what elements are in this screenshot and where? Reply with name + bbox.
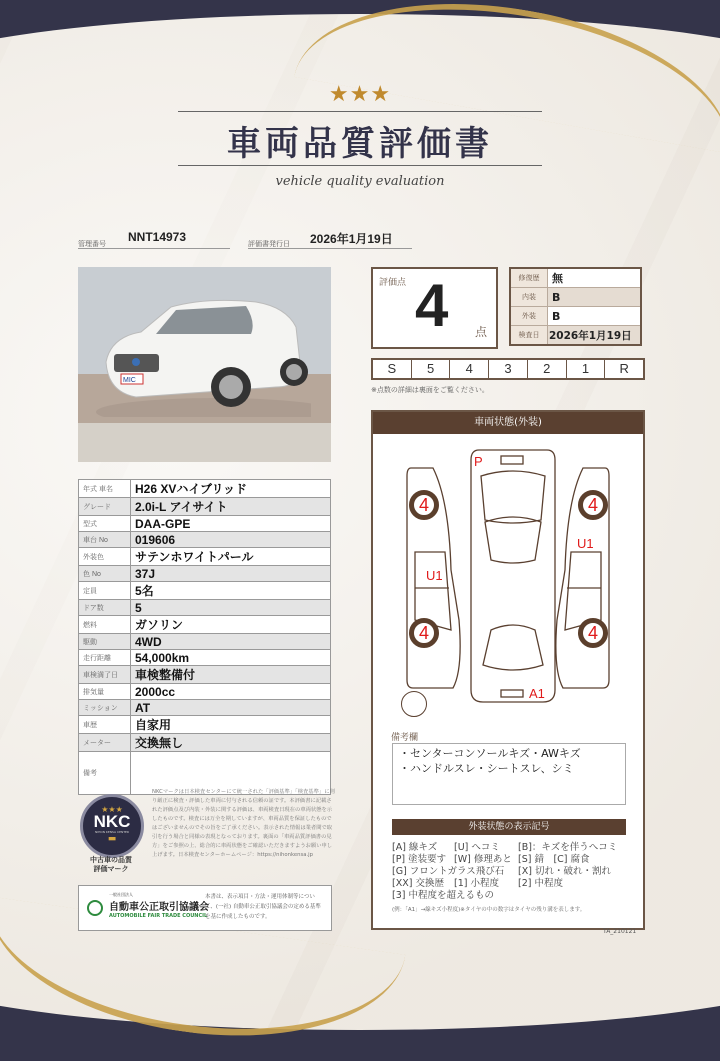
grade-scale-cell: R (619, 361, 629, 376)
spec-value: H26 XVハイブリッド (131, 480, 331, 498)
tire-tread-rear-left: 4 (409, 490, 439, 520)
spec-label: 排気量 (79, 684, 131, 700)
spec-label: 型式 (79, 516, 131, 532)
spec-label: 走行距離 (79, 650, 131, 666)
aftc-name-en: AUTOMOBILE FAIR TRADE COUNCIL (109, 913, 208, 919)
exterior-condition-panel (371, 410, 645, 930)
legend-item: [X] 切れ・破れ・割れ (518, 866, 611, 877)
spec-value: 車検整備付 (131, 666, 331, 684)
spec-value: 5 (131, 600, 331, 616)
vehicle-photo (78, 267, 331, 462)
grade-scale-cell: 2 (528, 360, 567, 378)
score-label: 評価点 (379, 278, 407, 288)
summary-value: 無 (548, 268, 642, 288)
spec-value: DAA-GPE (131, 516, 331, 532)
spec-row (79, 634, 331, 650)
legend-note: (例：「A1」→線キズ小程度)※タイヤの中の数字はタイヤの残り溝を表します。 (392, 907, 586, 913)
summary-label: 検査日 (510, 326, 548, 346)
legend-item: [U] へコミ (454, 842, 500, 853)
legend-item: [P] 塗装要す (392, 854, 447, 865)
summary-value: B (548, 288, 642, 307)
tire-tread-rear-right: 4 (578, 490, 608, 520)
remarks-box (392, 743, 626, 805)
issue-date-label: 評価書発行日 (248, 240, 290, 248)
spec-label: 備考 (79, 752, 131, 795)
legend-item: [S] 錆 [C] 腐食 (518, 854, 590, 865)
spec-label: 色 No (79, 566, 131, 582)
aftc-logo-icon (87, 900, 103, 916)
page-title: 車両品質評価書 (227, 124, 493, 164)
spec-label: 外装色 (79, 548, 131, 566)
spec-label: ドア数 (79, 600, 131, 616)
tire-tread-front-left: 4 (409, 618, 439, 648)
remarks-label: 備考欄 (391, 733, 419, 743)
header-rule-top (178, 111, 542, 112)
spec-row (79, 700, 331, 716)
summary-value: B (548, 307, 642, 326)
spec-row (79, 616, 331, 634)
spare-tire-icon (401, 691, 427, 717)
spec-row (79, 582, 331, 600)
spec-label: 年式 車名 (79, 480, 131, 498)
summary-row (510, 268, 641, 288)
grade-scale-cell: 4 (450, 360, 489, 378)
legend-item: [G] フロントガラス飛び石 (392, 866, 505, 877)
spec-value: ガソリン (131, 616, 331, 634)
spec-value: 4WD (131, 634, 331, 650)
spec-value: 37J (131, 566, 331, 582)
grade-scale-cell: 5 (412, 360, 451, 378)
legend-item: [3] 中程度を超えるもの (392, 890, 494, 901)
grade-scale (371, 358, 645, 380)
condition-summary-table (509, 267, 642, 346)
scale-note: ※点数の詳細は裏面をご覧ください。 (371, 386, 489, 394)
remark-line: ・センターコンソールキズ・AWキズ (399, 747, 581, 760)
legend-item: [A] 線キズ (392, 842, 438, 853)
spec-row (79, 600, 331, 616)
spec-value: 2.0i-L アイサイト (131, 498, 331, 516)
legend-item: [W] 修理あと (454, 854, 512, 865)
spec-value: サテンホワイトパール (131, 548, 331, 566)
tire-tread-front-right: 4 (578, 618, 608, 648)
summary-label: 外装 (510, 307, 548, 326)
spec-row (79, 498, 331, 516)
summary-row (510, 326, 641, 346)
spec-row (79, 716, 331, 734)
score-value: 4 (415, 272, 449, 339)
damage-mark-left-door: U1 (426, 568, 443, 583)
spec-value: AT (131, 700, 331, 716)
spec-row (79, 480, 331, 498)
aftc-org-type: 一般社団法人 (109, 892, 133, 897)
spec-label: 定員 (79, 582, 131, 600)
nkc-caption (78, 856, 144, 874)
header-rule-bottom (178, 165, 542, 166)
spec-row (79, 548, 331, 566)
damage-mark-front: A1 (529, 686, 545, 701)
vehicle-illustration (96, 292, 311, 417)
management-number: NNT14973 (128, 230, 187, 244)
spec-row (79, 516, 331, 532)
legend-item: [XX] 交換歴 (392, 878, 444, 889)
summary-row (510, 288, 641, 307)
nkc-logo-text: NKC (93, 812, 131, 831)
spec-value: 自家用 (131, 716, 331, 734)
spec-label: 車歴 (79, 716, 131, 734)
issue-date-field (248, 228, 412, 249)
nkc-caption-line: 評価マーク (93, 865, 129, 873)
document-code: TA_210121 (603, 928, 637, 935)
vehicle-spec-table (78, 479, 331, 795)
spec-label: ミッション (79, 700, 131, 716)
damage-legend (392, 842, 632, 916)
aftc-description: 本書は、表示項目・方法・運用体制等について、(一社) 自動車公正取引協議会の定める基準を基に作成したものです。 (205, 894, 321, 920)
grade-scale-cell: S (373, 360, 412, 378)
svg-text:MIC: MIC (123, 377, 136, 384)
exterior-panel-title: 車両状態(外装) (373, 412, 643, 434)
spec-label: 車台 No (79, 532, 131, 548)
score-box (371, 267, 498, 349)
summary-value: 2026年1月19日 (548, 326, 642, 346)
legend-title: 外装状態の表示記号 (392, 819, 626, 835)
nkc-caption-line: 中古車の品質 (90, 856, 132, 864)
management-number-label: 管理番号 (78, 240, 106, 248)
spec-label: 駆動 (79, 634, 131, 650)
spec-row (79, 666, 331, 684)
spec-row (79, 650, 331, 666)
score-unit: 点 (475, 325, 488, 339)
nkc-stars: ★★★ (101, 805, 123, 814)
summary-label: 修復歴 (510, 268, 548, 288)
summary-row (510, 307, 641, 326)
page-subtitle: vehicle quality evaluation (275, 174, 445, 189)
remark-line: ・ハンドルスレ・シートスレ、シミ (399, 762, 574, 775)
legend-item: [2] 中程度 (518, 878, 563, 889)
legend-item: [B]：キズを伴うへコミ (518, 842, 618, 853)
spec-row (79, 684, 331, 700)
spec-label: グレード (79, 498, 131, 516)
legend-item: [1] 小程度 (454, 878, 499, 889)
spec-row (79, 734, 331, 752)
aftc-box (78, 885, 332, 931)
car-icon: ▬ (107, 834, 117, 844)
nkc-logo (80, 794, 144, 858)
spec-label: 車検満了日 (79, 666, 131, 684)
spec-row (79, 566, 331, 582)
aftc-name: 自動車公正取引協議会 (109, 902, 209, 913)
spec-label: 燃料 (79, 616, 131, 634)
nkc-logo-subtext: NIHON KENSA CENTER (94, 830, 130, 834)
management-number-field (78, 228, 230, 249)
spec-value: 5名 (131, 582, 331, 600)
spec-row (79, 532, 331, 548)
issue-date: 2026年1月19日 (310, 232, 393, 246)
header-stars: ★★★ (328, 82, 392, 107)
grade-scale-cell: 1 (567, 360, 606, 378)
spec-value: 2000cc (131, 684, 331, 700)
grade-scale-cell: 3 (489, 360, 528, 378)
spec-label: メーター (79, 734, 131, 752)
spec-value: 54,000km (131, 650, 331, 666)
damage-mark-right-door: U1 (577, 536, 594, 551)
damage-mark-rear: P (474, 454, 483, 469)
spec-value: 交換無し (131, 734, 331, 752)
spec-value: 019606 (131, 532, 331, 548)
summary-label: 内装 (510, 288, 548, 307)
nkc-description: NKCマークは日本検査センターにて統一された「評価基準」「検査基準」に則り厳正に検査・評価した車両に付与される信頼の証です。本評価書に記載された評価点及び内装・外装に関する評価は、車両検査日現在の車両状態を示したものです。検査には万全を期していますが、車両品質を保証したものではございませんのでその旨をご了承ください。表示された情報は業者間で取引を行う場合と同様の表現となっております。裏面の「車両品質評価書の見方」をご参照の上、総合的に車両状態をご確認いただきますようお願い申し上げます。日本検査センターホームページ：https://nihonkensa.jp (152, 789, 335, 858)
